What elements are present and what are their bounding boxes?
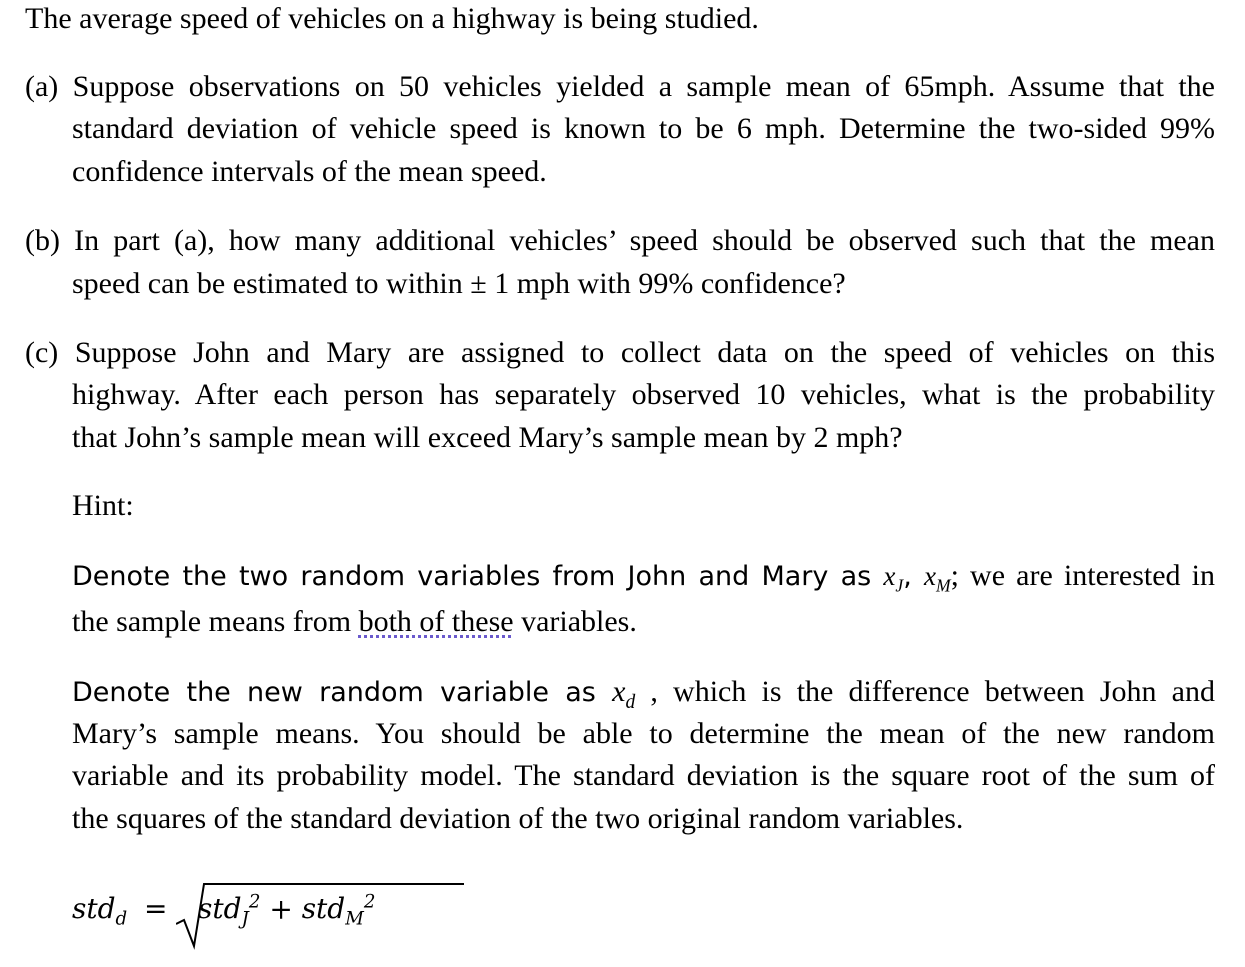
formula-plus: + [260, 892, 302, 926]
var-comma: , [903, 561, 924, 592]
part-b-line-2-pre: speed can be estimated to within [72, 267, 471, 300]
hint-p1-line-2 [72, 607, 637, 637]
hint-p1-line-2-pre: the sample means from [72, 605, 359, 638]
hint-p1-line-1-pre: Denote the two random variables from John and Mary as [72, 561, 884, 592]
std-formula [72, 870, 412, 950]
part-a-line-3: confidence intervals of the mean speed. [72, 155, 547, 188]
hint-label: Hint: [72, 489, 134, 522]
var-x-j: $x_J$ [883, 561, 904, 596]
var-x-m: $x_M$ [923, 561, 951, 596]
formula-rhs [198, 892, 375, 930]
hint-p2-line-1 [72, 677, 1215, 713]
part-c-line-1: (c) Suppose John and Mary are assigned to collect data on the speed of vehicles on this [25, 336, 1215, 369]
part-a-line-1: (a) Suppose observations on 50 vehicles yielded a sample mean of 65mph. Assume that the [25, 70, 1215, 103]
plus-minus-symbol: ± [470, 267, 487, 300]
formula-term-2: std$_M^2$ [301, 892, 376, 930]
spellcheck-underlined-phrase: both of these [358, 605, 514, 638]
hint-p2-line-1-post: , which is the difference between John and [635, 675, 1215, 708]
formula-term-1: std$_J^2$ [198, 892, 261, 930]
formula-equals: = [144, 892, 168, 925]
hint-p2-line-1-pre: Denote the new random variable as [72, 677, 613, 708]
hint-p2-line-4: the squares of the standard deviation of the two original random variables. [72, 802, 964, 835]
formula-lhs: std$_d$ [72, 892, 128, 930]
hint-p1-line-2-post: variables. [513, 605, 637, 638]
hint-p2-line-2: Mary’s sample means. You should be able to determine the mean of the new random [72, 717, 1215, 750]
var-x-d: $x_d$ [612, 675, 636, 713]
part-c-line-3: that John’s sample mean will exceed Mary’s sample mean by 2 mph? [72, 421, 903, 454]
part-b-line-2 [72, 269, 846, 299]
intro-text: The average speed of vehicles on a highway is being studied. [25, 2, 759, 35]
hint-p1-line-1 [72, 561, 1215, 595]
part-b-line-2-post: 1 mph with 99% confidence? [486, 267, 846, 300]
hint-p1-line-1-post: ; we are interested in [950, 559, 1215, 592]
hint-p2-line-3: variable and its probability model. The standard deviation is the square root of the sum of [72, 759, 1215, 792]
part-b-line-1: (b) In part (a), how many additional vehicles’ speed should be observed such that the mean [25, 224, 1215, 257]
part-c-line-2: highway. After each person has separately observed 10 vehicles, what is the probability [72, 378, 1215, 411]
part-a-line-2: standard deviation of vehicle speed is known to be 6 mph. Determine the two-sided 99% [72, 112, 1215, 145]
